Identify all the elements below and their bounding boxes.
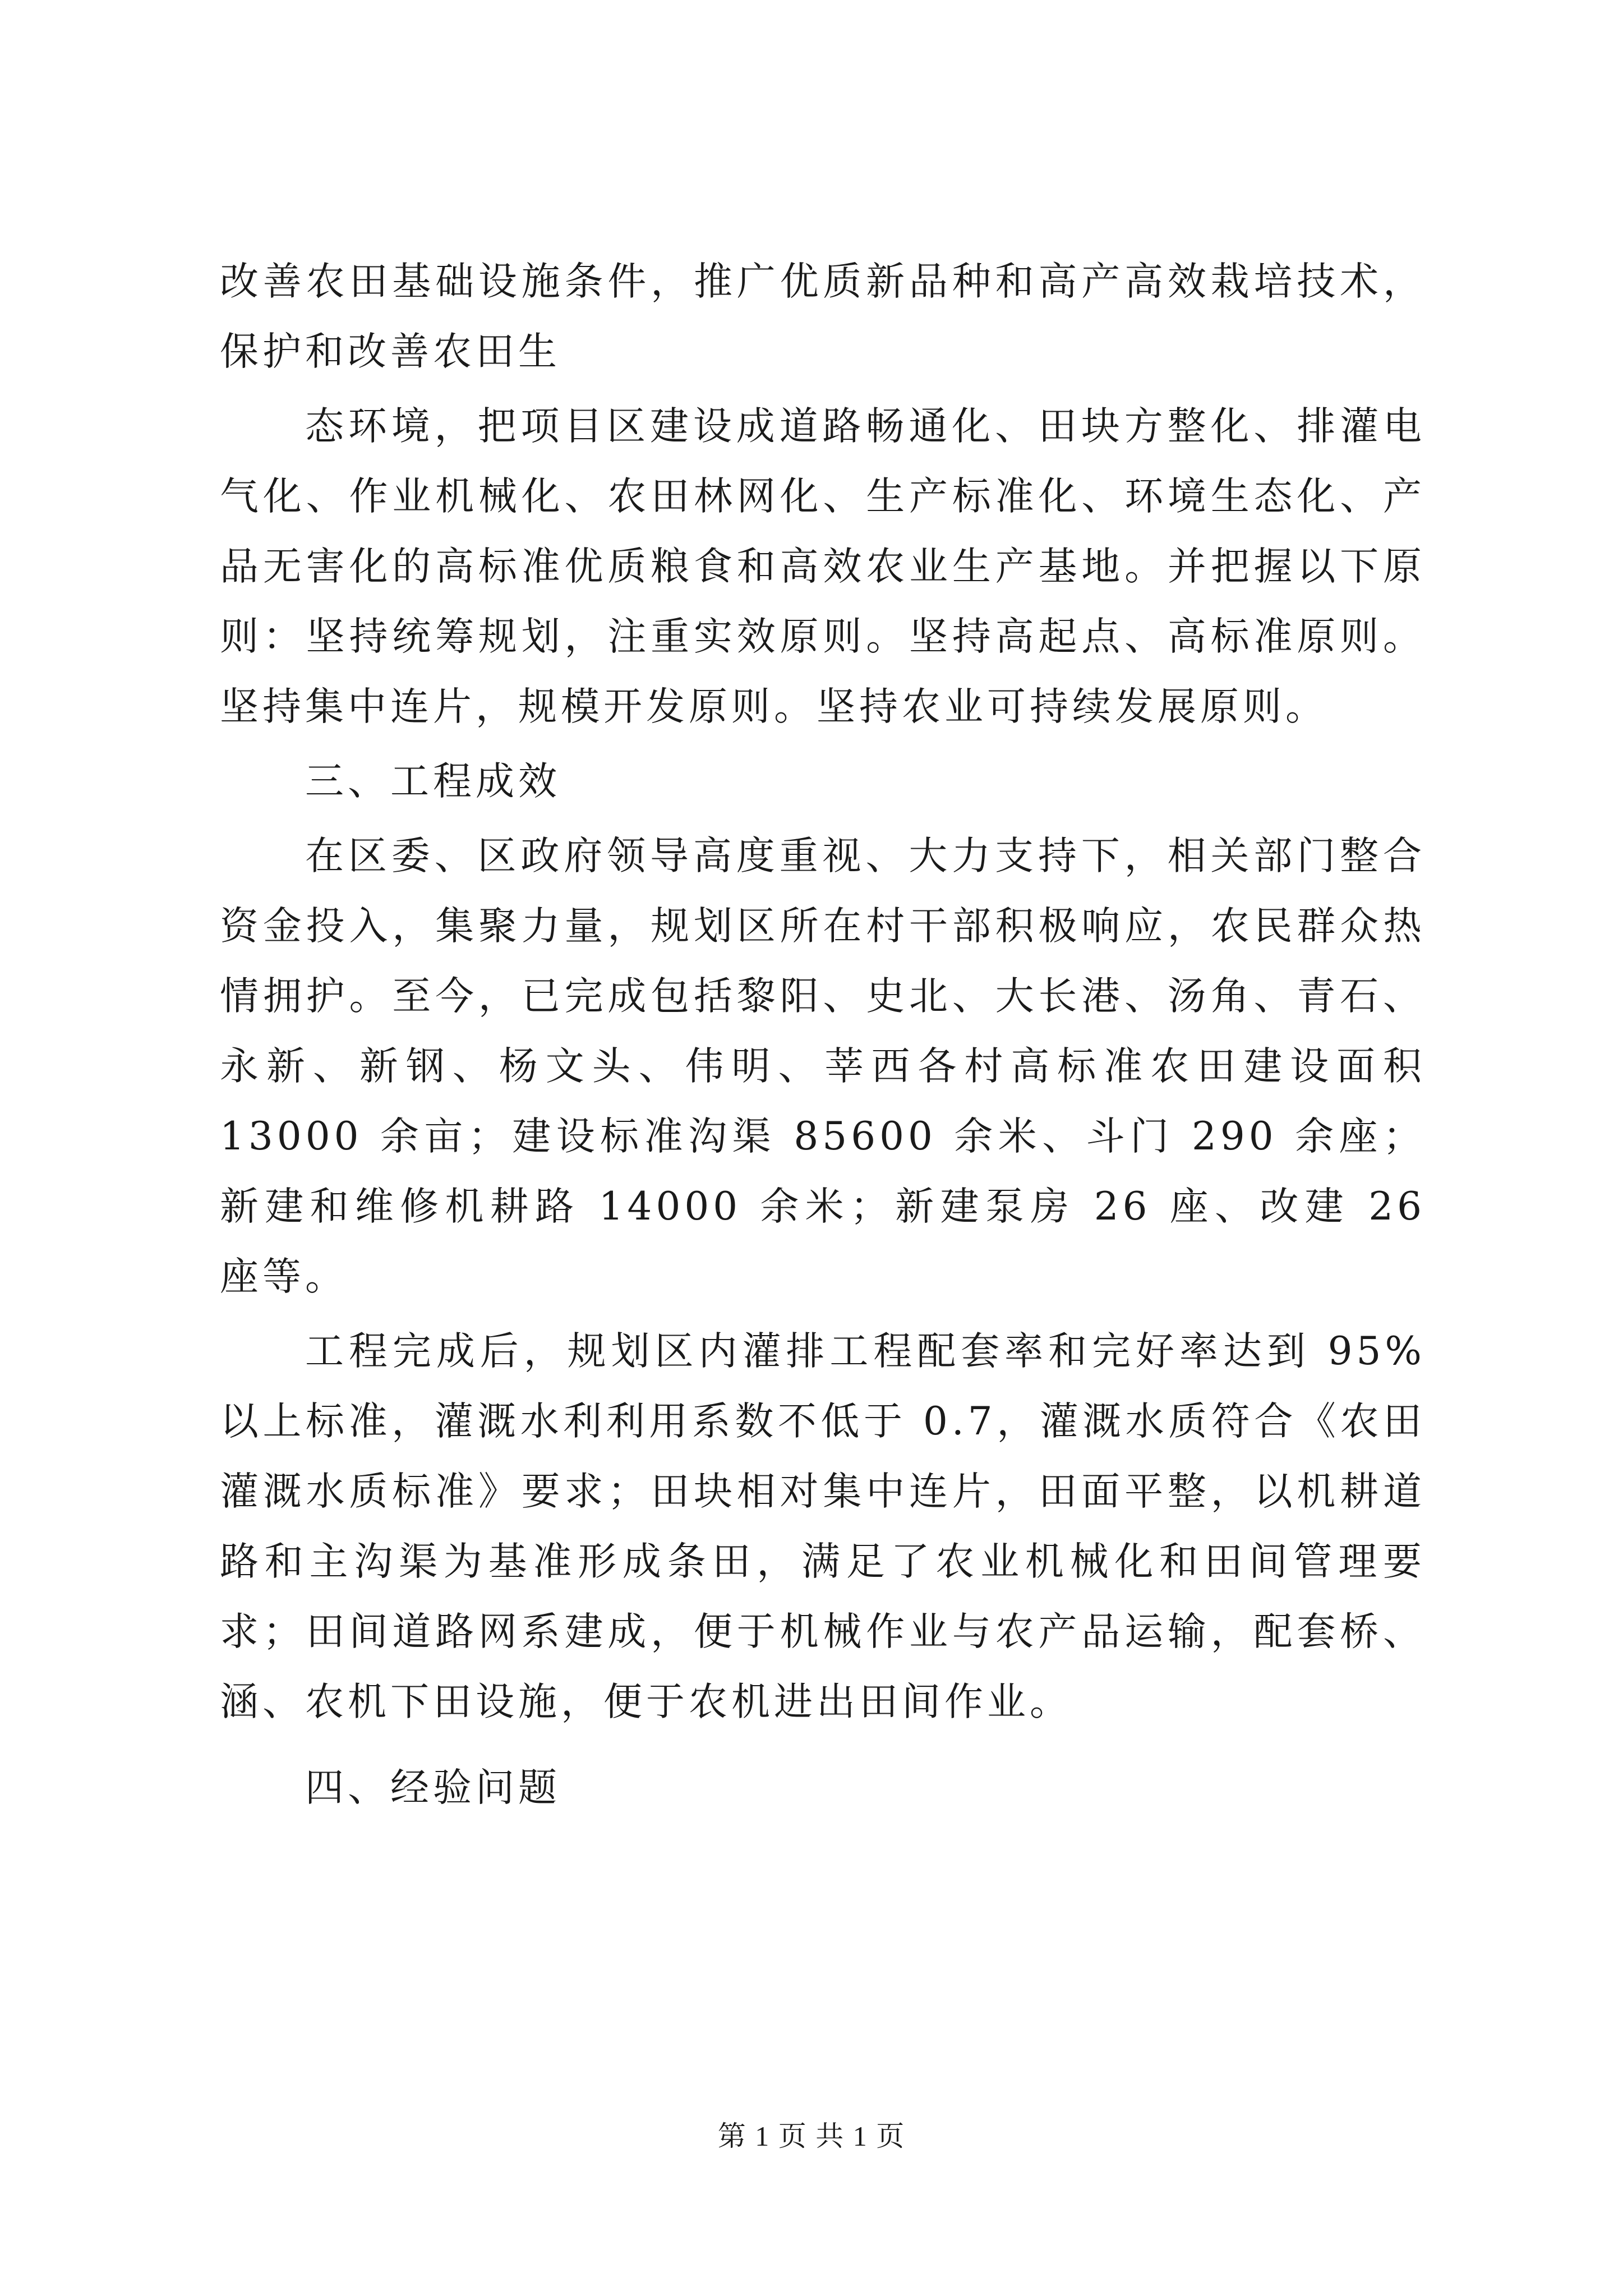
paragraph-spacer: [220, 1312, 1426, 1317]
paragraph-4: 工程完成后，规划区内灌排工程配套率和完好率达到 95%以上标准，灌溉水利利用系数不低于 0.7，灌溉水质符合《农田灌溉水质标准》要求；田块相对集中连片，田面平整，以机耕道路和主沟渠为基准形成条田，满足了农业机械化和田间管理要求；田间道路网系建成，便于机械作业与农产品运输，配套桥、涵、农机下田设施，便于农机进出田间作业。: [220, 1329, 1426, 1724]
paragraph-spacer: [220, 1737, 1426, 1753]
page-footer: 第 1 页 共 1 页: [717, 2120, 906, 2152]
section-heading-4: 四、经验问题: [305, 1765, 561, 1810]
section-heading-3: 三、工程成效: [305, 759, 561, 804]
paragraph-spacer: [220, 817, 1426, 821]
paragraph-3: 在区委、区政府领导高度重视、大力支持下，相关部门整合资金投入，集聚力量，规划区所在村干部积极响应，农民群众热情拥护。至今，已完成包括黎阳、史北、大长港、汤角、青石、永新、新钢、杨文头、伟明、莘西各村高标准农田建设面积 13000 余亩；建设标准沟渠 85600 余米、斗门 290 余座；新建和维修机耕路 14000 余米；新建泵房 26 座、改建 26 座等。: [220, 834, 1426, 1299]
paragraph-spacer: [220, 387, 1426, 392]
paragraph-2: 态环境，把项目区建设成道路畅通化、田块方整化、排灌电气化、作业机械化、农田林网化、生产标准化、环境生态化、产品无害化的高标准优质粮食和高效农业生产基地。并把握以下原则：坚持统筹规划，注重实效原则。坚持高起点、高标准原则。坚持集中连片，规模开发原则。坚持农业可持续发展原则。: [220, 404, 1426, 729]
document-body: [220, 247, 1426, 1823]
paragraph-1: 改善农田基础设施条件，推广优质新品种和高产高效栽培技术，保护和改善农田生: [220, 259, 1426, 374]
paragraph-spacer: [220, 742, 1426, 747]
